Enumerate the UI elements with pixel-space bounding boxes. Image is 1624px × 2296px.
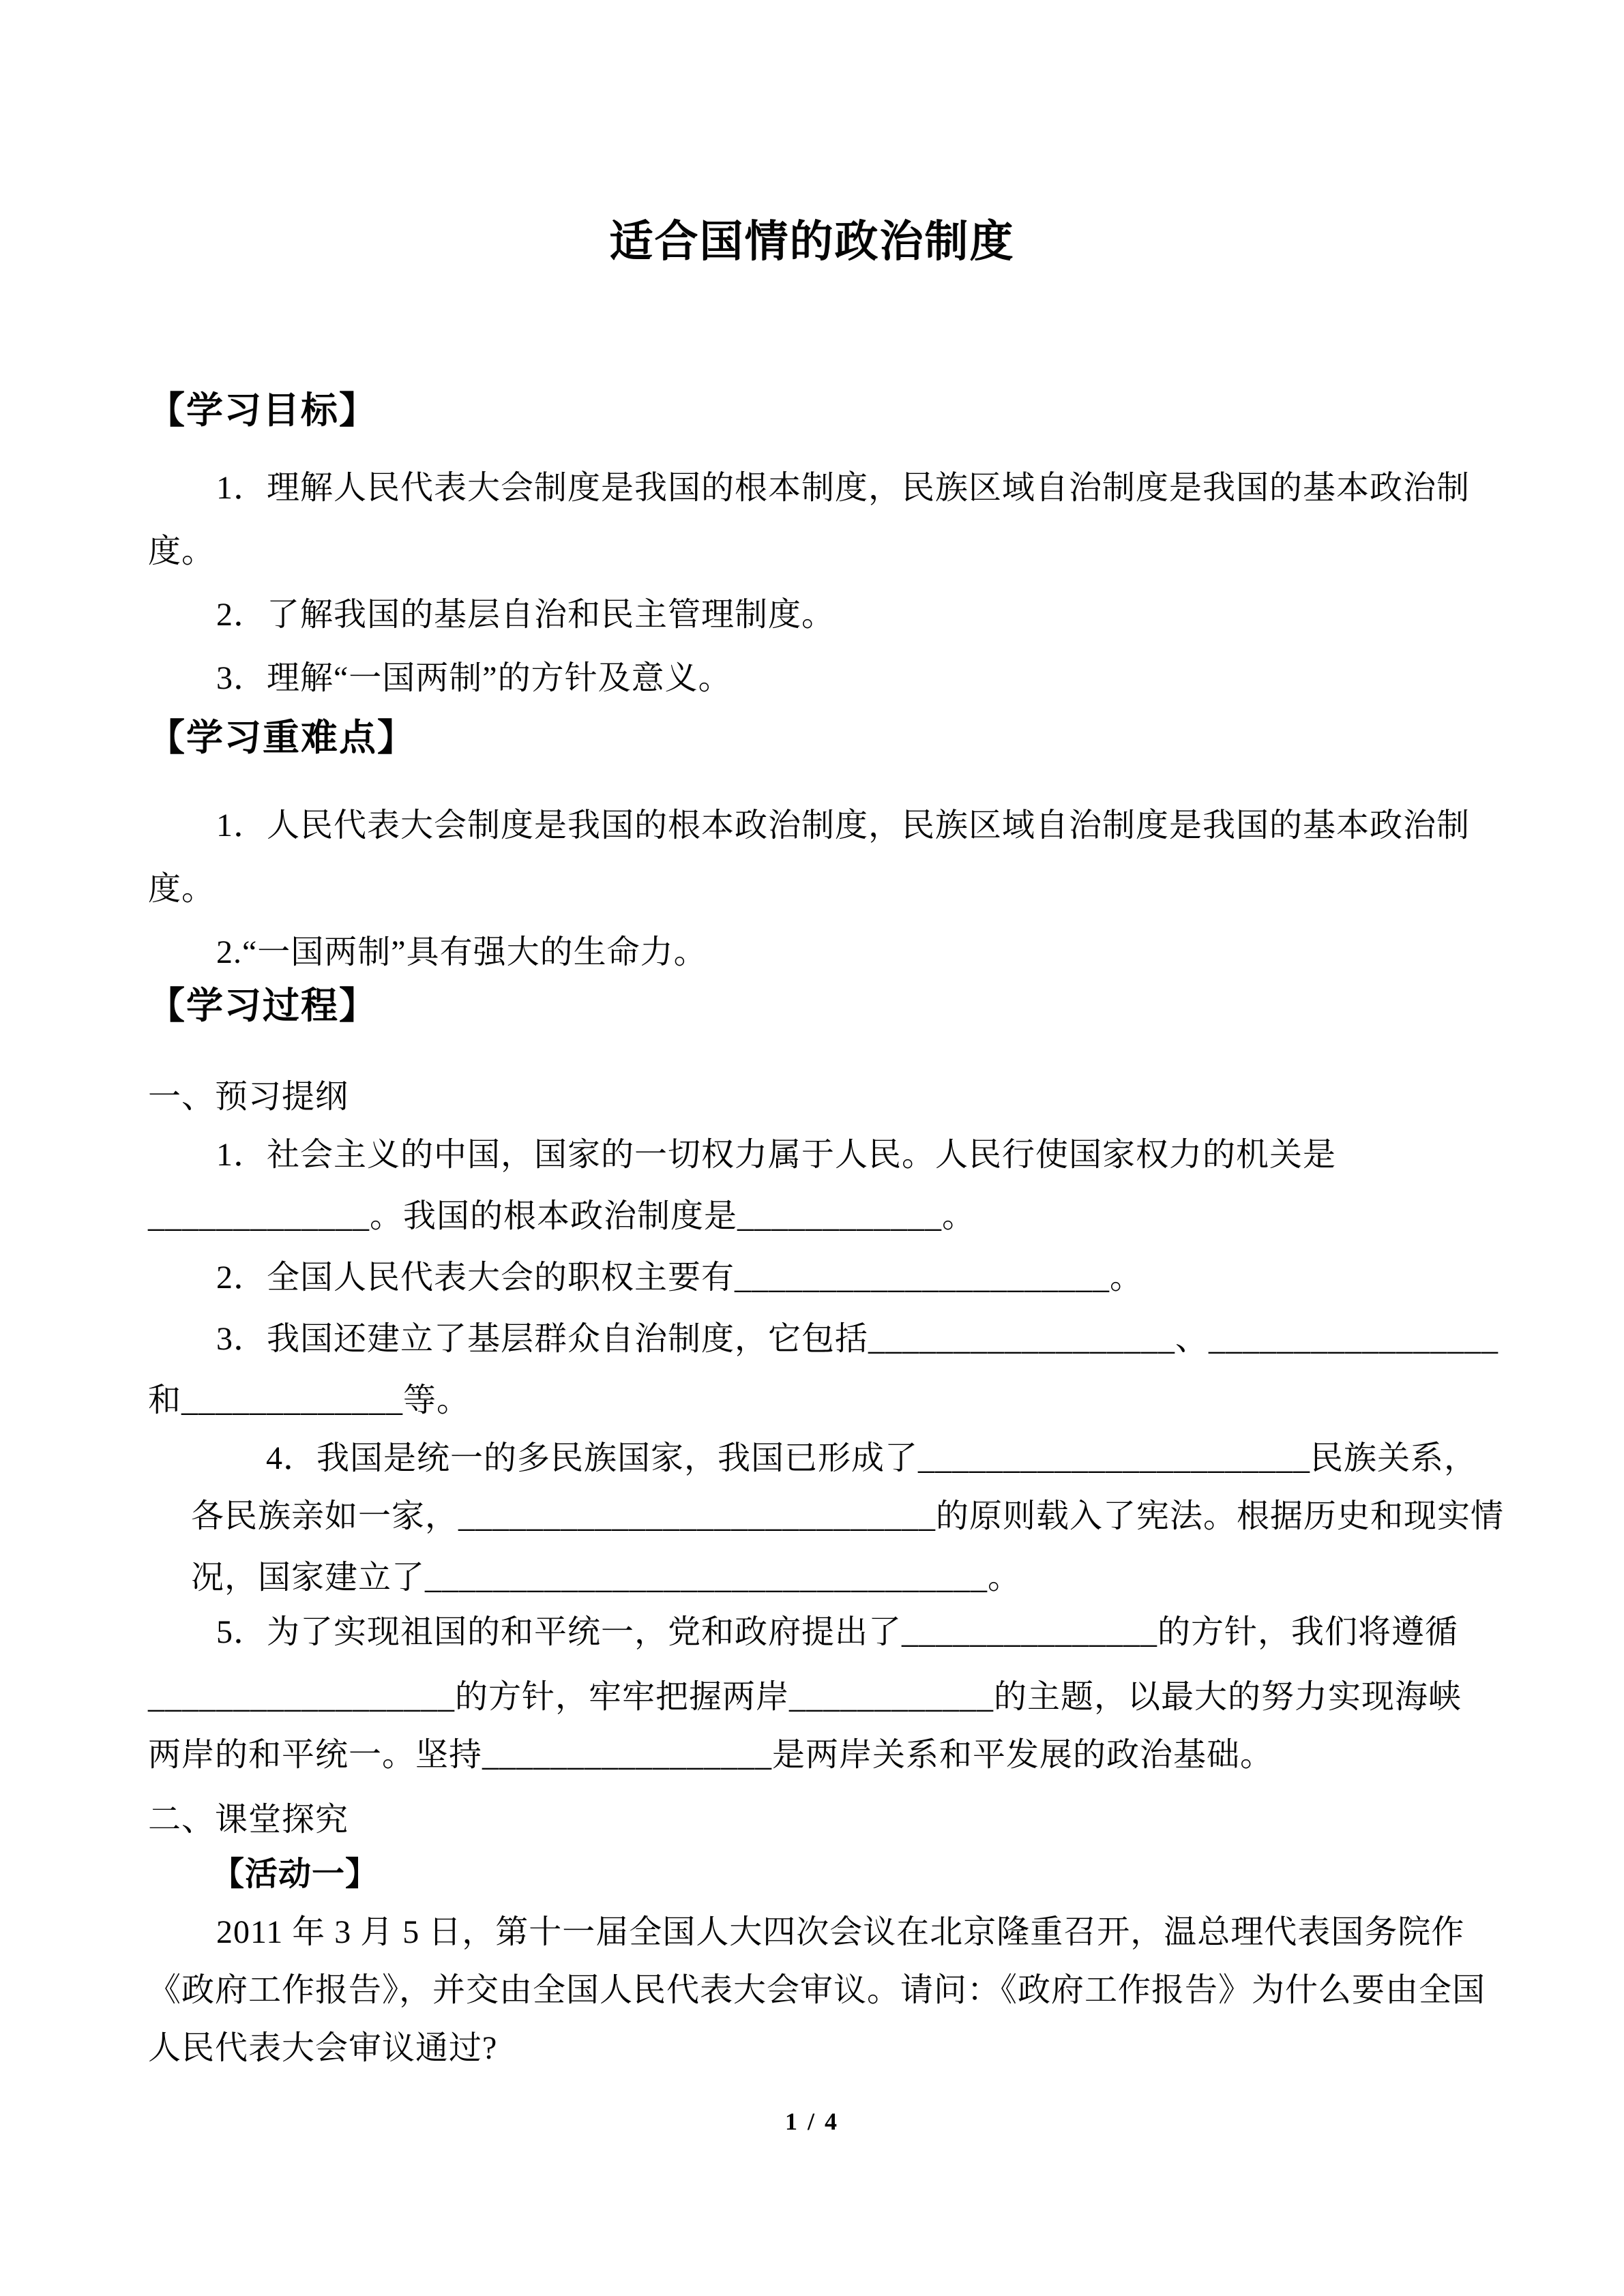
section-class-inquiry: 二、课堂探究 [148,1802,349,1838]
heading-key-difficult-points: 【学习重难点】 [148,717,415,758]
page-title: 适合国情的政治制度 [609,218,1015,266]
preview-question-line: 1．社会主义的中国，国家的一切权力属于人民。人民行使国家权力的机关是 [216,1137,1337,1173]
preview-question-line: 2．全国人民代表大会的职权主要有______________________。 [216,1259,1144,1296]
preview-question-line: 5．为了实现祖国的和平统一，党和政府提出了_______________的方针，我们将遵循 [216,1614,1459,1650]
activity-text-line: 2011 年 3 月 5 日，第十一届全国人大四次会议在北京隆重召开，温总理代表国务院作 [216,1914,1465,1950]
heading-activity-one: 【活动一】 [211,1856,379,1892]
activity-text-line: 《政府工作报告》，并交由全国人民代表大会审议。请问：《政府工作报告》为什么要由全国 [148,1972,1486,2008]
keypoint-item-wrap: 度。 [148,871,216,907]
heading-learning-process: 【学习过程】 [148,985,377,1026]
objective-item: 2．了解我国的基层自治和民主管理制度。 [216,597,836,633]
preview-question-blank-line: __________________的方针，牢牢把握两岸____________的主题，以最大的努力实现海峡 [148,1679,1462,1715]
objective-item: 1．理解人民代表大会制度是我国的根本制度，民族区域自治制度是我国的基本政治制 [216,470,1471,506]
preview-question-blank-line: _____________。我国的根本政治制度是____________。 [148,1198,976,1234]
preview-question-line: 各民族亲如一家，____________________________的原则载入了宪法。根据历史和现实情 [191,1498,1505,1534]
activity-text-line: 人民代表大会审议通过? [148,2030,498,2066]
keypoint-item: 1．人民代表大会制度是我国的根本政治制度，民族区域自治制度是我国的基本政治制 [216,807,1471,844]
heading-learning-objectives: 【学习目标】 [148,390,377,431]
section-preview-outline: 一、预习提纲 [148,1079,349,1115]
preview-question-blank-line: 和_____________等。 [148,1382,471,1418]
objective-item-wrap: 度。 [148,533,216,569]
objective-item: 3．理解“一国两制”的方针及意义。 [216,660,732,696]
keypoint-item: 2.“一国两制”具有强大的生命力。 [216,934,707,970]
page-number: 1 / 4 [784,2108,839,2135]
preview-question-line: 两岸的和平统一。坚持_________________是两岸关系和平发展的政治基础。 [148,1737,1274,1773]
preview-question-blank-line: 况，国家建立了_________________________________。 [191,1560,1022,1596]
preview-question-line: 3．我国还建立了基层群众自治制度，它包括__________________、_________________ [216,1321,1499,1357]
preview-question-line: 4．我国是统一的多民族国家，我国已形成了_______________________民族关系， [266,1440,1478,1476]
